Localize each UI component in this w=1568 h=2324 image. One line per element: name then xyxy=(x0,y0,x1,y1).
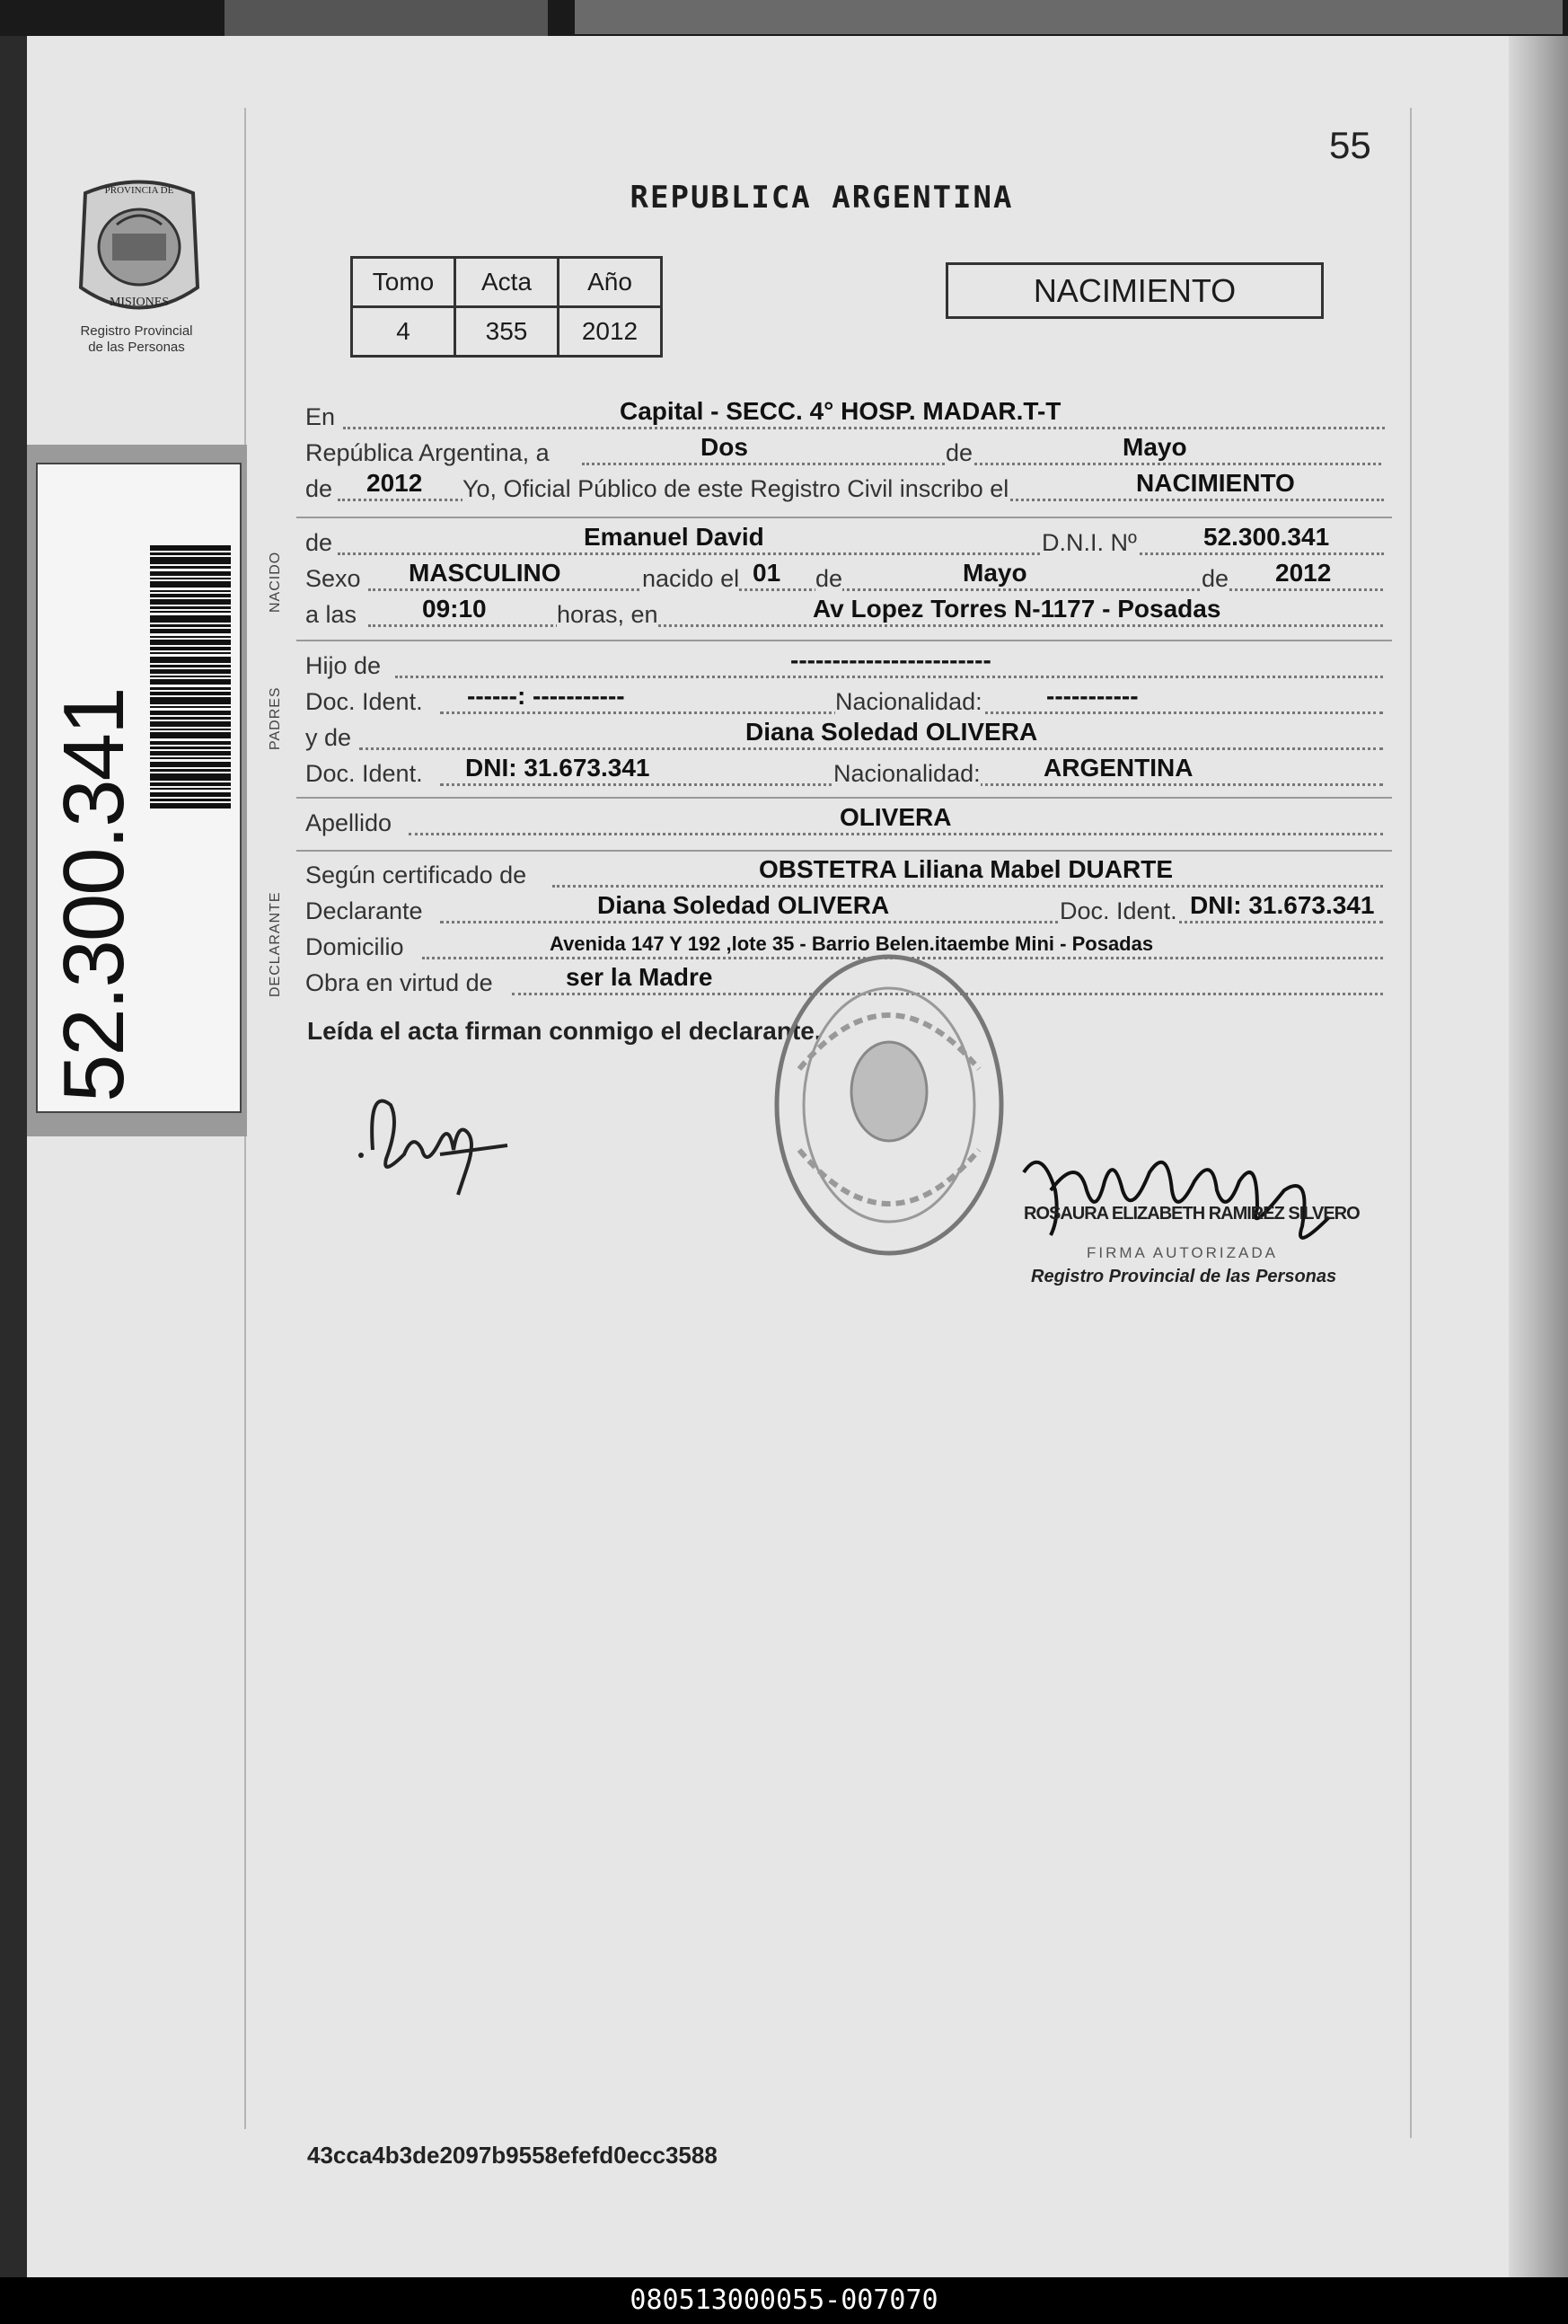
line-hora xyxy=(305,595,1387,631)
line-sexo xyxy=(305,559,1387,595)
nac1-label: Nacionalidad: xyxy=(835,688,982,715)
value-ano: 2012 xyxy=(559,307,662,357)
line-doc2 xyxy=(305,754,1387,790)
dotted-line xyxy=(409,833,1383,835)
apellido-value: OLIVERA xyxy=(840,803,952,831)
birth-de1: de xyxy=(815,565,843,592)
yde-label: y de xyxy=(305,724,352,751)
line-declarante xyxy=(305,891,1387,927)
nac2-label: Nacionalidad: xyxy=(833,760,981,787)
barcode-sticker xyxy=(27,445,247,1136)
barcode xyxy=(150,545,231,1012)
name-label: de xyxy=(305,529,333,556)
doc1-label: Doc. Ident. xyxy=(305,688,423,715)
month-value: Mayo xyxy=(1123,433,1187,461)
header-ano: Año xyxy=(559,258,662,307)
segun-label: Según certificado de xyxy=(305,862,527,888)
line-nombre xyxy=(305,523,1387,559)
day-value: Dos xyxy=(700,433,748,461)
barcode-stripe xyxy=(150,615,231,623)
emblem-caption: Registro Provincial de las Personas xyxy=(80,323,193,355)
doc1-value: ------: ----------- xyxy=(467,682,625,710)
official-stamp xyxy=(763,934,1015,1267)
barcode-stripe xyxy=(150,773,231,781)
background-sheet xyxy=(225,0,548,36)
barcode-stripe xyxy=(150,557,231,564)
domicilio-value: Avenida 147 Y 192 ,lote 35 - Barrio Belen.itaembe Mini - Posadas xyxy=(550,932,1154,955)
section-separator xyxy=(296,517,1392,518)
birth-day: 01 xyxy=(753,559,781,587)
nac1-value: ----------- xyxy=(1046,682,1139,710)
dotted-line xyxy=(395,676,1383,678)
dni-label: D.N.I. Nº xyxy=(1042,529,1137,556)
barcode-stripe xyxy=(150,697,231,704)
en-value: Capital - SECC. 4° HOSP. MADAR.T-T xyxy=(620,397,1061,425)
act-type-box: NACIMIENTO xyxy=(946,262,1324,319)
segun-value: OBSTETRA Liliana Mabel DUARTE xyxy=(759,855,1174,883)
svg-text:PROVINCIA DE: PROVINCIA DE xyxy=(104,185,174,196)
mother-value: Diana Soledad OLIVERA xyxy=(745,718,1038,746)
dotted-line xyxy=(338,552,1384,555)
declarante-value: Diana Soledad OLIVERA xyxy=(597,891,890,919)
document-title: REPUBLICA ARGENTINA xyxy=(630,180,1014,216)
declarante-label: Declarante xyxy=(305,897,423,924)
dotted-line xyxy=(343,427,1385,429)
registry-header-row xyxy=(352,258,662,307)
signatory-name: ROSAURA ELIZABETH RAMIREZ SILVERO xyxy=(1024,1204,1360,1224)
line-doc1 xyxy=(305,682,1387,718)
apellido-label: Apellido xyxy=(305,809,392,836)
barcode-stripe xyxy=(150,732,231,738)
header-tomo: Tomo xyxy=(352,258,455,307)
dotted-line xyxy=(368,588,1383,591)
alas-label: a las xyxy=(305,601,357,628)
declarant-signature xyxy=(350,1069,539,1204)
en-label: En xyxy=(305,403,336,430)
year-prefix: de xyxy=(305,475,333,502)
horas-label: horas, en xyxy=(557,601,658,628)
line-segun xyxy=(305,855,1387,891)
footer-id-bar: 080513000055-007070 xyxy=(0,2277,1568,2324)
domicilio-label: Domicilio xyxy=(305,933,404,960)
sticker-number: 52.300.341 xyxy=(46,688,142,1102)
barcode-stripe xyxy=(150,809,231,810)
document-hash: 43cca4b3de2097b9558efefd0ecc3588 xyxy=(307,2142,718,2169)
section-separator xyxy=(296,797,1392,799)
svg-text:MISIONES: MISIONES xyxy=(109,296,170,309)
time-value: 09:10 xyxy=(422,595,487,623)
obra-label: Obra en virtud de xyxy=(305,969,493,996)
doc3-label: Doc. Ident. xyxy=(1060,897,1177,924)
signatory-title: FIRMA AUTORIZADA xyxy=(1087,1244,1278,1261)
barcode-stripe xyxy=(150,657,231,663)
registry-value-row xyxy=(352,307,662,357)
book-edge-right xyxy=(1509,36,1568,2277)
section-separator xyxy=(296,640,1392,641)
dotted-line xyxy=(552,885,1383,888)
dotted-line xyxy=(440,921,1383,923)
section-label-padres: PADRES xyxy=(268,686,283,750)
doc2-value: DNI: 31.673.341 xyxy=(465,754,650,782)
birth-year: 2012 xyxy=(1275,559,1332,587)
year-value: 2012 xyxy=(366,469,423,497)
nacido-label: nacido el xyxy=(642,565,740,592)
doc2-label: Doc. Ident. xyxy=(305,760,423,787)
dni-value: 52.300.341 xyxy=(1203,523,1330,551)
obra-value: ser la Madre xyxy=(566,963,713,991)
hijo-value: ------------------------ xyxy=(790,646,991,674)
line-oficial xyxy=(305,469,1387,505)
official-signature xyxy=(1015,1136,1356,1262)
republica-label: República Argentina, a xyxy=(305,439,550,466)
line-fecha xyxy=(305,433,1387,469)
section-label-declarante: DECLARANTE xyxy=(268,891,283,997)
barcode-sticker-label xyxy=(36,463,242,1113)
doc3-value: DNI: 31.673.341 xyxy=(1190,891,1375,919)
registry-table xyxy=(350,256,663,358)
birth-month: Mayo xyxy=(963,559,1027,587)
page-number: 55 xyxy=(1329,124,1371,166)
name-value: Emanuel David xyxy=(584,523,764,551)
header-acta: Acta xyxy=(455,258,559,307)
dotted-line xyxy=(368,624,1383,627)
hijo-label: Hijo de xyxy=(305,652,382,679)
dotted-line xyxy=(359,747,1383,750)
line-apellido xyxy=(305,803,1387,839)
value-acta: 355 xyxy=(455,307,559,357)
place-value: Av Lopez Torres N-1177 - Posadas xyxy=(813,595,1221,623)
signatory-office: Registro Provincial de las Personas xyxy=(1031,1267,1337,1286)
right-margin-line xyxy=(1410,108,1412,2138)
de-label: de xyxy=(946,439,973,466)
line-hijo xyxy=(305,646,1387,682)
sexo-value: MASCULINO xyxy=(409,559,561,587)
line-madre xyxy=(305,718,1387,754)
value-tomo: 4 xyxy=(352,307,455,357)
section-separator xyxy=(296,850,1392,852)
sexo-label: Sexo xyxy=(305,565,361,592)
background-sheet xyxy=(575,0,1563,34)
barcode-stripe xyxy=(150,581,231,588)
closing-text: Leída el acta firman conmigo el declarante. xyxy=(307,1017,822,1045)
line-en xyxy=(305,397,1387,433)
dotted-line xyxy=(582,463,1381,465)
book-edge-left xyxy=(0,36,27,2282)
inscribo-value: NACIMIENTO xyxy=(1136,469,1295,497)
birth-de2: de xyxy=(1202,565,1229,592)
section-label-nacido: NACIDO xyxy=(268,551,283,613)
oficial-text: Yo, Oficial Público de este Registro Civil inscribo el xyxy=(462,475,1009,502)
nac2-value: ARGENTINA xyxy=(1044,754,1194,782)
